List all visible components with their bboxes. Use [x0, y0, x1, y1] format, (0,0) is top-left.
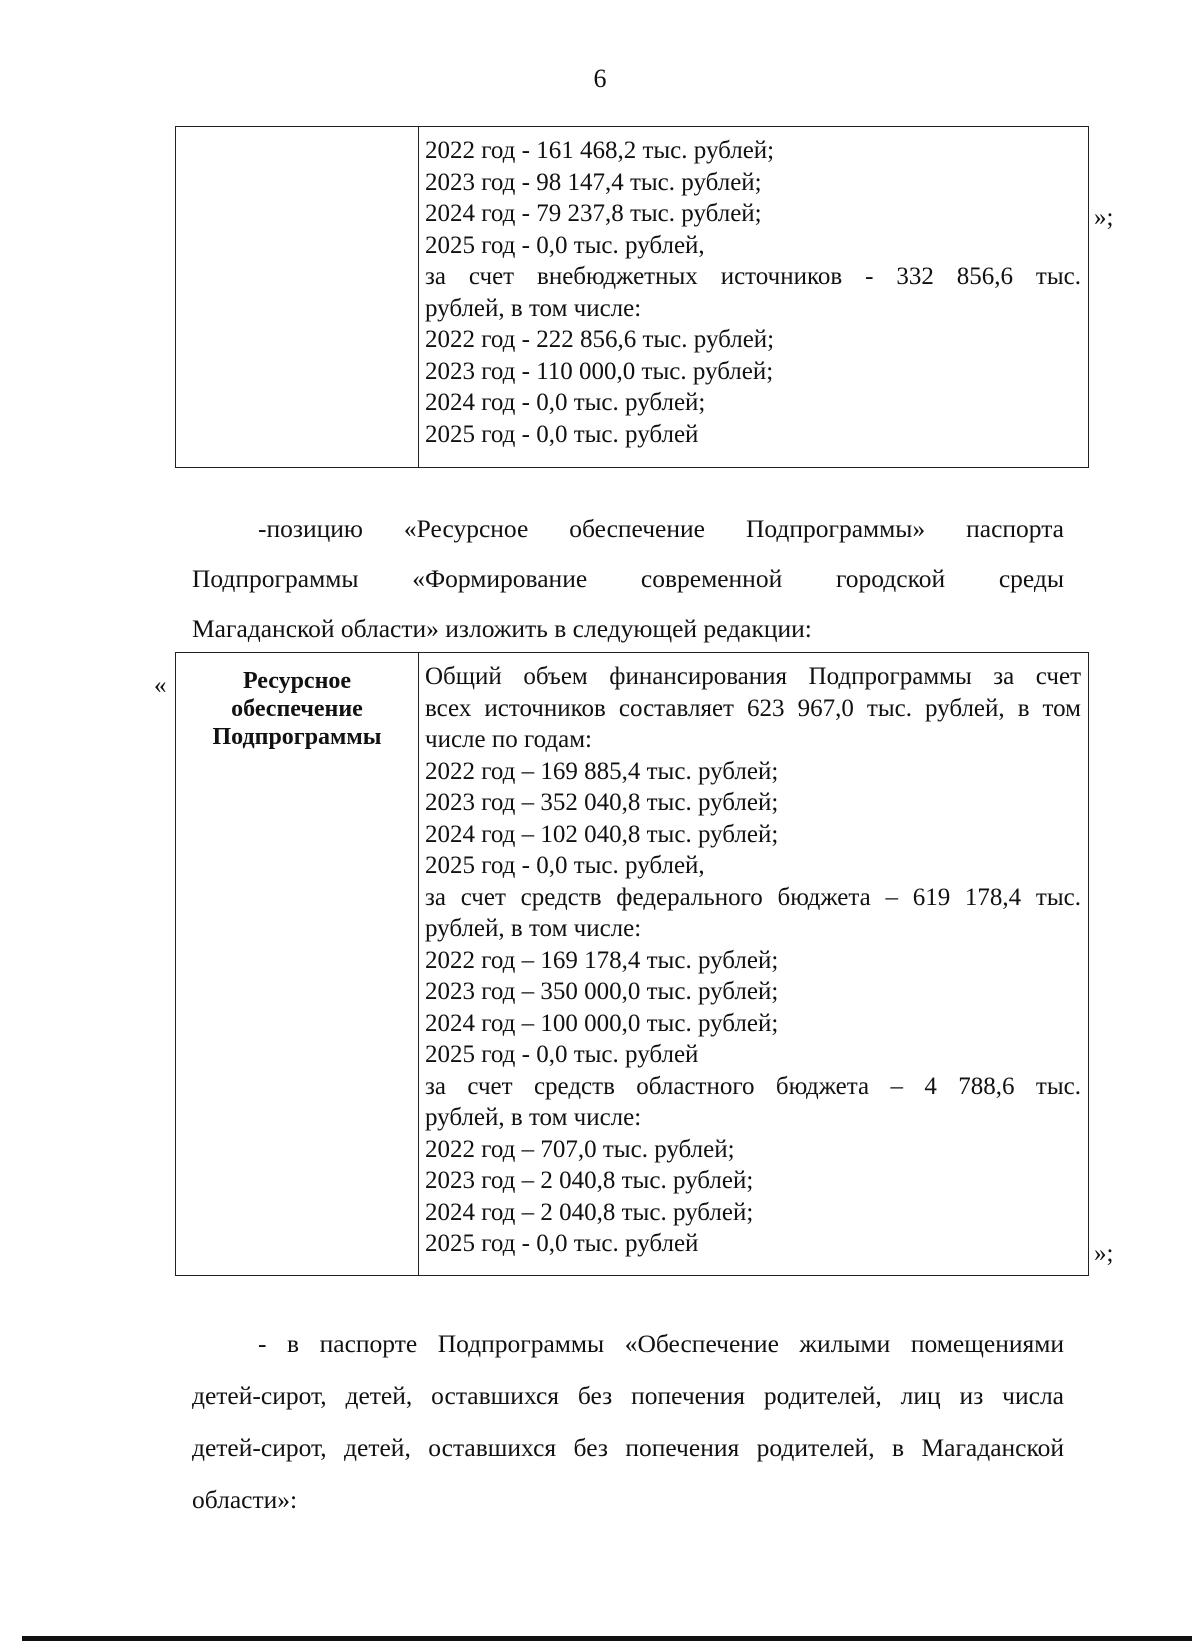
bottom-edge-rule [22, 1636, 1192, 1641]
funding-table-continuation [175, 126, 1089, 468]
paragraph-line: Подпрограммы «Формирование современной городской среды [192, 564, 1064, 593]
table-line: числе по годам: [425, 726, 592, 753]
table1-closing-quote: »; [1094, 204, 1114, 231]
table-line: 2022 год – 169 885,4 тыс. рублей; [425, 757, 779, 785]
table-line: 2025 год - 0,0 тыс. рублей, [425, 852, 705, 879]
heading-line: Ресурсное [242, 668, 352, 694]
table-line: 2025 год - 0,0 тыс. рублей [425, 1230, 699, 1257]
table-line: 2023 год – 2 040,8 тыс. рублей; [425, 1167, 754, 1194]
table2-closing-quote: »; [1094, 1240, 1114, 1267]
table-line: 2023 год – 352 040,8 тыс. рублей; [425, 789, 779, 816]
table-line: за счет средств областного бюджета – 4 788,6 тыс. [425, 1072, 1081, 1100]
table-line: 2022 год – 707,0 тыс. рублей; [425, 1135, 735, 1163]
table-line: за счет средств федерального бюджета – 619 178,4 тыс. [425, 883, 1081, 911]
paragraph-line: детей-сирот, детей, оставшихся без попечения родителей, лиц из числа [192, 1381, 1064, 1410]
table-line: 2025 год - 0,0 тыс. рублей [425, 1041, 699, 1068]
table-line: 2022 год - 161 468,2 тыс. рублей; [425, 137, 775, 164]
paragraph-line: -позицию «Ресурсное обеспечение Подпрограммы» паспорта [258, 514, 1064, 543]
table-line: 2024 год – 100 000,0 тыс. рублей; [425, 1009, 779, 1037]
paragraph-passport-housing [192, 1318, 1064, 1526]
paragraph-position-change [192, 504, 1064, 654]
heading-line: Подпрограммы [212, 724, 382, 750]
page-number: 6 [593, 64, 607, 93]
table-right-cell [419, 653, 1088, 1275]
table-line: рублей, в том числе: [425, 294, 642, 322]
resource-provision-table [175, 652, 1089, 1276]
table-line: 2025 год - 0,0 тыс. рублей [425, 420, 699, 448]
paragraph-line: детей-сирот, детей, оставшихся без попечения родителей, в Магаданской [192, 1433, 1064, 1462]
table-line: 2024 год – 102 040,8 тыс. рублей; [425, 820, 779, 848]
table-line: 2024 год - 0,0 тыс. рублей; [425, 389, 706, 416]
table2-opening-quote: « [154, 672, 167, 699]
table-line: 2023 год - 98 147,4 тыс. рублей; [425, 168, 762, 196]
table-line: 2023 год – 350 000,0 тыс. рублей; [425, 978, 779, 1005]
paragraph-line: Магаданской области» изложить в следующей редакции: [192, 614, 812, 643]
table-line: 2022 год – 169 178,4 тыс. рублей; [425, 946, 779, 974]
table-line: 2025 год - 0,0 тыс. рублей, [425, 231, 705, 259]
heading-line: обеспечение [231, 696, 363, 722]
table-line: 2024 год – 2 040,8 тыс. рублей; [425, 1198, 754, 1226]
paragraph-line: области»: [192, 1485, 298, 1514]
table-line: за счет внебюджетных источников - 332 856,6 тыс. [425, 263, 1081, 290]
table-line: 2022 год - 222 856,6 тыс. рублей; [425, 326, 775, 353]
table-line: рублей, в том числе: [425, 915, 642, 942]
table-heading-cell [176, 653, 419, 1275]
table-line: всех источников составляет 623 967,0 тыс. рублей, в том [425, 694, 1081, 722]
table-line: 2023 год - 110 000,0 тыс. рублей; [425, 357, 774, 385]
table-right-cell [419, 127, 1088, 467]
table-line: рублей, в том числе: [425, 1104, 642, 1131]
table-line: 2024 год - 79 237,8 тыс. рублей; [425, 200, 762, 227]
table-line: Общий объем финансирования Подпрограммы за счет [425, 663, 1081, 690]
table-left-cell-empty [176, 127, 419, 467]
paragraph-line: - в паспорте Подпрограммы «Обеспечение жилыми помещениями [258, 1329, 1064, 1358]
